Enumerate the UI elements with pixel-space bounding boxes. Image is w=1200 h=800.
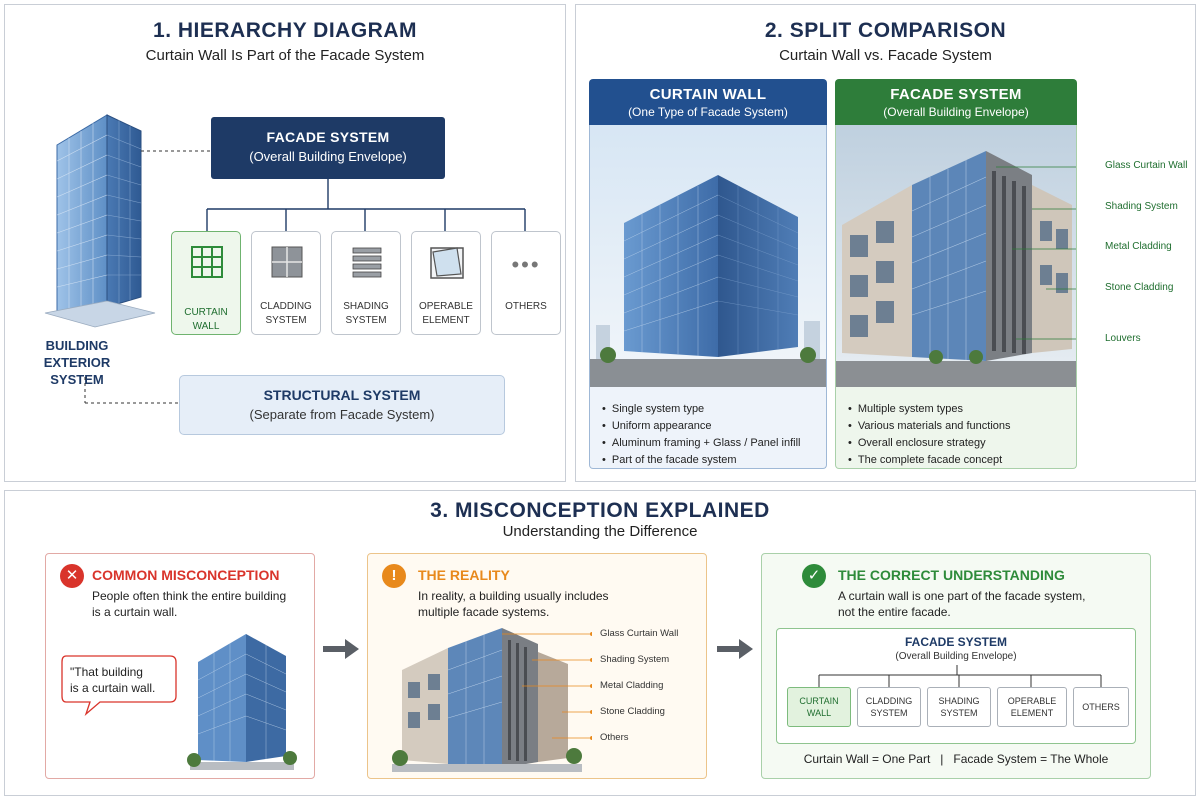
facade-system-heading: FACADE SYSTEM xyxy=(890,86,1022,103)
callout-stone-cladding: Stone Cladding xyxy=(1105,282,1174,293)
split-comparison-panel xyxy=(575,4,1196,482)
misconception-panel xyxy=(4,490,1196,796)
curtain-wall-building-photo xyxy=(590,125,826,387)
callout-shading-system: Shading System xyxy=(600,654,670,665)
component-label-line1: OTHERS xyxy=(505,301,547,312)
component-operable-element xyxy=(411,231,481,335)
curtain-wall-bullets xyxy=(602,401,800,469)
error-x-icon: ✕ xyxy=(60,564,84,588)
facade-system-subtitle: (Overall Building Envelope) xyxy=(249,149,407,164)
bullet-item: • Single system type xyxy=(602,401,800,418)
bullet-item: • Overall enclosure strategy xyxy=(848,435,1011,452)
misconception-card xyxy=(45,553,315,779)
panel-title: 3. MISCONCEPTION EXPLAINED xyxy=(430,499,770,522)
component-label-line1: OPERABLE xyxy=(419,301,473,312)
ellipsis-icon: ••• xyxy=(511,252,541,277)
louver-icon xyxy=(351,246,383,280)
panel-title: 2. SPLIT COMPARISON xyxy=(764,19,1007,42)
mini-curtain-wall xyxy=(787,687,851,727)
quote-text xyxy=(70,664,155,696)
component-label-line1: SHADING xyxy=(343,301,389,312)
structural-system-subtitle: (Separate from Facade System) xyxy=(249,407,435,422)
card-text-line1: A curtain wall is one part of the facade system, xyxy=(838,589,1086,603)
structural-system-box xyxy=(179,375,505,435)
curtain-wall-subheading: (One Type of Facade System) xyxy=(628,105,788,119)
quote-line2: is a curtain wall. xyxy=(70,681,156,695)
mini-shading-system xyxy=(927,687,991,727)
card-text-line2: not the entire facade. xyxy=(838,605,951,619)
mixed-facade-building-illustration xyxy=(392,624,592,774)
grid-window-icon xyxy=(191,246,223,278)
facade-system-title: FACADE SYSTEM xyxy=(266,129,390,145)
quote-line1: "That building xyxy=(70,665,143,679)
facade-system-box xyxy=(211,117,445,179)
mini-others xyxy=(1073,687,1129,727)
callout-metal-cladding: Metal Cladding xyxy=(1105,241,1172,252)
mini-operable-element xyxy=(997,687,1067,727)
panel-title: 1. HIERARCHY DIAGRAM xyxy=(153,19,417,42)
card-text xyxy=(418,588,609,620)
card-text-line2: is a curtain wall. xyxy=(92,605,178,619)
card-text-line1: In reality, a building usually includes xyxy=(418,589,609,603)
panel-subtitle: Curtain Wall Is Part of the Facade System xyxy=(145,47,425,64)
correct-understanding-card xyxy=(761,553,1151,779)
card-text xyxy=(92,588,286,620)
panel-subtitle: Understanding the Difference xyxy=(502,523,698,540)
component-label-line2: SYSTEM xyxy=(345,315,387,326)
mini-label-line1: OPERABLE xyxy=(1007,696,1057,706)
card-text xyxy=(838,588,1085,620)
component-shading-system xyxy=(331,231,401,335)
building-label-line1: BUILDING xyxy=(45,338,109,353)
card-title: COMMON MISCONCEPTION xyxy=(92,567,280,583)
panel-icon xyxy=(271,246,303,278)
facade-system-subheading: (Overall Building Envelope) xyxy=(883,105,1029,119)
bullet-item: • Multiple system types xyxy=(848,401,1011,418)
mini-label-line1: CLADDING xyxy=(865,696,913,706)
panel-subtitle: Curtain Wall vs. Facade System xyxy=(779,47,992,64)
callout-shading-system: Shading System xyxy=(1105,201,1178,212)
bullet-item: • Part of the facade system xyxy=(602,452,800,469)
facade-system-bullets xyxy=(848,401,1011,469)
component-label-line2: SYSTEM xyxy=(265,315,307,326)
exclamation-icon: ! xyxy=(382,564,406,588)
checkmark-icon: ✓ xyxy=(802,564,826,588)
callout-metal-cladding: Metal Cladding xyxy=(600,680,664,691)
mini-label: CURTAIN WALL xyxy=(799,696,839,718)
curtain-wall-header xyxy=(589,79,827,125)
mini-label-line1: SHADING xyxy=(938,696,980,706)
mini-label: OTHERS xyxy=(1082,702,1120,712)
hierarchy-panel xyxy=(4,4,566,482)
callout-glass-curtain-wall: Glass Curtain Wall xyxy=(1105,160,1188,171)
facade-system-column xyxy=(835,125,1077,469)
component-label-line2: ELEMENT xyxy=(422,315,470,326)
curtain-wall-heading: CURTAIN WALL xyxy=(649,86,767,103)
bullet-item: • The complete facade concept xyxy=(848,452,1011,469)
arrow-right-icon xyxy=(715,637,755,661)
mini-cladding-system xyxy=(857,687,921,727)
component-label: CURTAIN WALL xyxy=(184,307,228,332)
component-others xyxy=(491,231,561,335)
card-title: THE REALITY xyxy=(418,567,510,583)
callout-others: Others xyxy=(600,732,629,743)
component-curtain-wall xyxy=(171,231,241,335)
card-text-line2: multiple facade systems. xyxy=(418,605,550,619)
mini-label-line2: SYSTEM xyxy=(870,708,908,718)
facade-building-photo xyxy=(836,125,1076,387)
curtain-wall-column xyxy=(589,125,827,469)
reality-card xyxy=(367,553,707,779)
card-title: THE CORRECT UNDERSTANDING xyxy=(838,567,1065,583)
summary-equation: Curtain Wall = One Part | Facade System = The Whole xyxy=(803,752,1109,766)
structural-system-title: STRUCTURAL SYSTEM xyxy=(263,387,421,403)
glass-tower-illustration xyxy=(182,622,302,774)
callout-louvers: Louvers xyxy=(1105,333,1141,344)
card-text-line1: People often think the entire building xyxy=(92,589,287,603)
building-label-line2: EXTERIOR SYSTEM xyxy=(43,355,111,387)
component-label-line1: CLADDING xyxy=(260,301,312,312)
mini-label-line2: SYSTEM xyxy=(940,708,978,718)
callout-glass-curtain-wall: Glass Curtain Wall xyxy=(600,628,679,639)
bullet-item: • Various materials and functions xyxy=(848,418,1011,435)
mini-facade-subtitle: (Overall Building Envelope) xyxy=(895,651,1017,662)
component-cladding-system xyxy=(251,231,321,335)
bullet-item: • Uniform appearance xyxy=(602,418,800,435)
mini-facade-diagram xyxy=(776,628,1136,744)
arrow-right-icon xyxy=(321,637,361,661)
facade-system-header xyxy=(835,79,1077,125)
operable-window-icon xyxy=(429,244,465,280)
mini-facade-title: FACADE SYSTEM xyxy=(904,635,1007,649)
callout-stone-cladding: Stone Cladding xyxy=(600,706,665,717)
mini-label-line2: ELEMENT xyxy=(1010,708,1054,718)
bullet-item: • Aluminum framing + Glass / Panel infill xyxy=(602,435,800,452)
